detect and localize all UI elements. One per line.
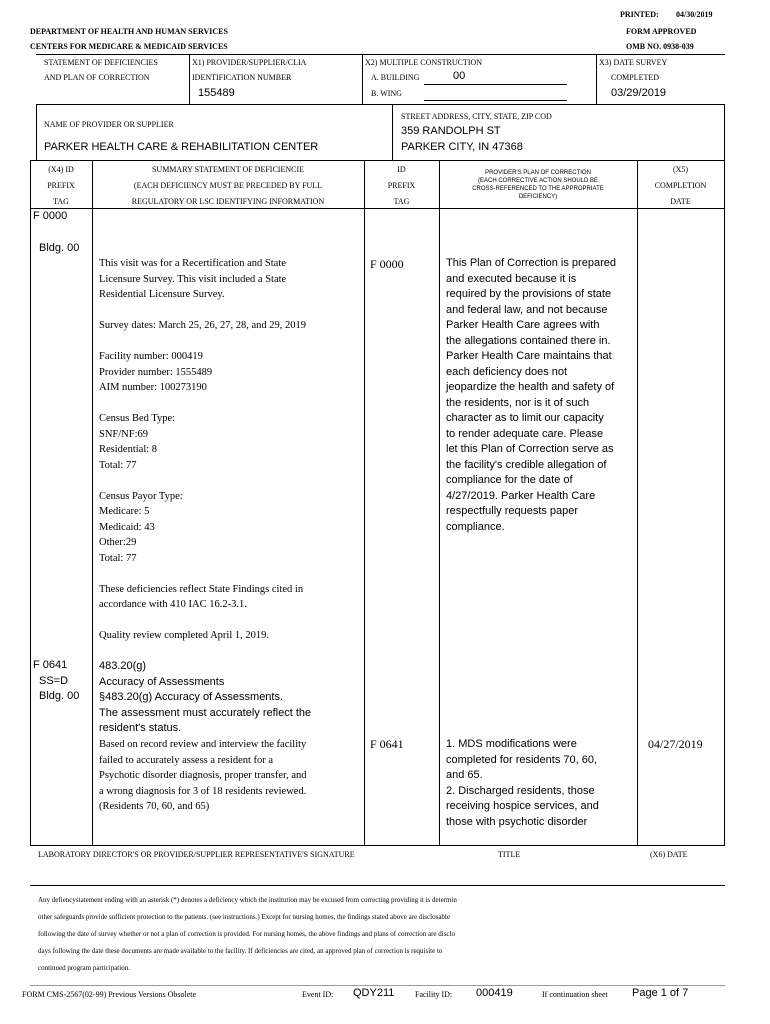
x4-label: (X4) ID — [48, 165, 74, 174]
scope-severity: SS=D — [39, 675, 69, 687]
address-label: STREET ADDRESS, CITY, STATE, ZIP COD — [401, 112, 552, 121]
summary-2-header: 483.20(g) Accuracy of Assessments §483.20(g) Accuracy of Assessments. The assessment must accurately reflect the resident's status. — [99, 660, 312, 734]
id-tag: TAG — [393, 197, 410, 206]
plan-header: PROVIDER'S PLAN OF CORRECTION — [485, 170, 591, 176]
omb-number: OMB NO. 0938-039 — [626, 42, 694, 51]
title-label: TITLE — [498, 850, 521, 859]
wing-label: B. WING — [371, 89, 402, 98]
id-prefix-f0641: F 0641 — [370, 737, 404, 751]
survey-date: 03/29/2019 — [611, 87, 667, 99]
printed-date: 04/30/2019 — [676, 10, 713, 19]
tag-f0000: F 0000 — [33, 210, 68, 222]
identification-label: IDENTIFICATION NUMBER — [192, 73, 292, 82]
department-name: DEPARTMENT OF HEALTH AND HUMAN SERVICES — [30, 27, 228, 36]
summary-header: SUMMARY STATEMENT OF DEFICIENCIE — [151, 165, 305, 174]
completion-date-f0641: 04/27/2019 — [648, 737, 703, 751]
summary-subheader: (EACH DEFICIENCY MUST BE PRECEDED BY FULL — [133, 181, 323, 190]
plan-2: 1. MDS modifications were completed for residents 70, 60, and 65. 2. Discharged residents, those receiving hospice services, and those with psychotic disorder — [446, 738, 599, 828]
x6-date-label: (X6) DATE — [650, 850, 688, 859]
id-label: ID — [397, 165, 406, 174]
summary-subheader-2: REGULATORY OR LSC IDENTIFYING INFORMATION — [131, 197, 325, 206]
summary-1: This visit was for a Recertification and State Licensure Survey. This visit included a State Residential Licensure Survey. Survey dates: March 25, 26, 27, 28, and 29, 2019 Facility number: 000419 Provider number: 1555489 AIM number: 100273190 Census Bed Type: SNF/NF:69 Residential: 8 Total: 77 Census Payor Type: Medicare: 5 Medicaid: 43 Other:29 Total: 77 These deficiencies reflect State Findings cited in accordance with 410 IAC 16.2-3.1. Quality review completed April 1, 2019. — [99, 258, 307, 641]
x2-label: X2) MULTIPLE CONSTRUCTION — [365, 58, 483, 67]
facility-id-label: Facility ID: — [415, 990, 453, 999]
printed-label: PRINTED: — [620, 10, 659, 19]
id-prefix-f0000: F 0000 — [370, 257, 404, 271]
disclaimer: Any defiencystatement ending with an asterisk (*) denotes a deficiency which the institution may be excused from correcting providing it is determin other safeguards provide sufficient protection to the patients. (see instructions.) Except for nursing homes, the findings stated above are disclosable following the date of survey whether or not a plan of correction is provided. For nursing homes, the above findings and plans of correction are disclo days following the date these documents are made available to the facility. If deficiencies are cited, an approved plan of correction is requisite to continued program participation. — [38, 896, 457, 972]
x3-label: X3) DATE SURVEY — [599, 58, 668, 67]
completed-label: COMPLETED — [611, 73, 659, 82]
page-number: Page 1 of 7 — [632, 987, 689, 999]
summary-2-body: Based on record review and interview the facility failed to accurately assess a resident for a Psychotic disorder diagnosis, proper transfer, and a wrong diagnosis for 3 of 18 residents reviewed. (Residents 70, 60, and 65) — [99, 739, 307, 812]
building-label: A. BUILDING — [371, 73, 420, 82]
form-number: FORM CMS-2567(02-99) Previous Versions Obsolete — [22, 990, 197, 999]
x5-label: (X5) — [672, 165, 689, 174]
building-tag-2: Bldg. 00 — [39, 690, 80, 702]
plan-subheader-3: DEFICIENCY) — [518, 194, 558, 200]
x4-tag: TAG — [53, 197, 69, 206]
plan-1: This Plan of Correction is prepared and executed because it is required by the provisions of state and federal law, and not because Parker Health Care agrees with the allegations contained there in. Parker Health Care maintains that each deficiency does not jeopardize the health and safety of the residents, nor is it of such character as to limit our capacity to render adequate care. Please let this Plan of Correction serve as the facility's credible allegation of compliance for the date of 4/27/2019. Parker Health Care respectfully requests paper compliance. — [446, 257, 616, 533]
street-address: 359 RANDOLPH ST — [401, 125, 501, 137]
date-label: DATE — [670, 197, 691, 206]
building-tag-1: Bldg. 00 — [39, 242, 80, 254]
city-state-zip: PARKER CITY, IN 47368 — [401, 141, 523, 153]
id-prefix: PREFIX — [387, 181, 416, 190]
provider-name: PARKER HEALTH CARE & REHABILITATION CENTER — [44, 141, 319, 153]
form-approved: FORM APPROVED — [626, 27, 697, 36]
continuation-label: If continuation sheet — [542, 990, 608, 999]
completion-label: COMPLETION — [654, 181, 707, 190]
signature-label: LABORATORY DIRECTOR'S OR PROVIDER/SUPPLIER REPRESENTATIVE'S SIGNATURE — [38, 850, 355, 859]
event-id: QDY211 — [353, 987, 395, 999]
x4-prefix: PREFIX — [47, 181, 75, 190]
building-value: 00 — [453, 70, 466, 82]
event-id-label: Event ID: — [302, 990, 334, 999]
provider-name-label: NAME OF PROVIDER OR SUPPLIER — [44, 120, 174, 129]
statement-label: STATEMENT OF DEFICIENCIES — [44, 58, 158, 67]
facility-id: 000419 — [476, 987, 513, 999]
centers-name: CENTERS FOR MEDICARE & MEDICAID SERVICES — [30, 42, 228, 51]
plan-subheader: (EACH CORRECTIVE ACTION SHOULD BE — [477, 178, 599, 184]
plan-label: AND PLAN OF CORRECTION — [44, 73, 150, 82]
tag-f0641: F 0641 — [33, 659, 68, 671]
provider-number: 155489 — [198, 87, 235, 99]
plan-subheader-2: CROSS-REFERENCED TO THE APPROPRIATE — [472, 186, 604, 192]
x1-label: X1) PROVIDER/SUPPLIER/CLIA — [192, 58, 307, 67]
